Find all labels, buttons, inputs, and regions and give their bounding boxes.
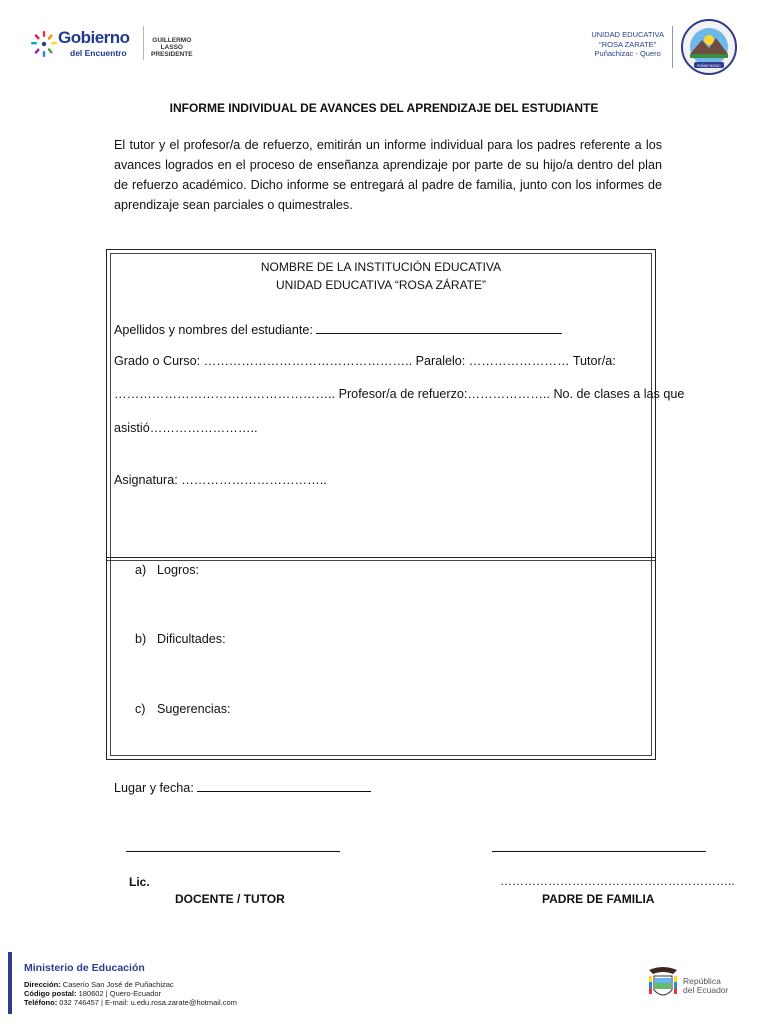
document-title: INFORME INDIVIDUAL DE AVANCES DEL APRENDIZAJE DEL ESTUDIANTE — [169, 101, 599, 115]
republica-line-1: República — [683, 976, 721, 986]
footer-postal-value: 180602 | Quero-Ecuador — [78, 989, 162, 998]
parent-name-dots[interactable]: ………………………………………………….. — [500, 874, 735, 888]
footer-address — [24, 980, 174, 989]
section-label: Sugerencias: — [157, 702, 231, 716]
gobierno-title: Gobierno — [58, 28, 130, 47]
parent-signature-line[interactable] — [492, 851, 706, 852]
form-box-divider — [107, 557, 655, 558]
footer-phone-value: 032 746457 | E-mail: u.edu.rosa.zarate@hotmail.com — [59, 998, 237, 1007]
teacher-prefix: Lic. — [129, 875, 150, 889]
footer-postal-label: Código postal: — [24, 989, 77, 998]
school-line-1: UNIDAD EDUCATIVA — [591, 30, 664, 39]
intro-paragraph: El tutor y el profesor/a de refuerzo, emitirán un informe individual para los padres referente a los avances logrados en el proceso de enseñanza aprendizaje por parte de su hijo/a dentro del plan de refuerzo académico. Dicho informe se entregará al padre de familia, junto con los informes de aprendizaje sean parciales o quimestrales. — [114, 138, 662, 212]
place-date-field[interactable] — [114, 779, 371, 795]
footer-address-label: Dirección: — [24, 980, 61, 989]
section-dificultades[interactable] — [135, 632, 226, 646]
place-date-label: Lugar y fecha: — [114, 781, 194, 795]
grade-line[interactable]: Grado o Curso: ………………………………………….. Paralelo: …………………… Tutor/a: — [114, 354, 616, 368]
parent-title: PADRE DE FAMILIA — [542, 892, 655, 906]
school-divider — [672, 26, 673, 68]
place-date-blank[interactable] — [197, 779, 371, 792]
institution-label: NOMBRE DE LA INSTITUCIÓN EDUCATIVA — [260, 260, 502, 274]
student-name-blank[interactable] — [316, 321, 562, 334]
section-sugerencias[interactable] — [135, 702, 231, 716]
footer-postal — [24, 989, 161, 998]
attended-line[interactable]: asistió…………………….. — [114, 421, 258, 435]
footer-phone — [24, 998, 237, 1007]
gobierno-subtitle: del Encuentro — [70, 48, 127, 58]
republica-ecuador-logo — [645, 964, 740, 1004]
teacher-line[interactable]: …………………………………………….. Profesor/a de refuerzo:……………….. No. de clases a las que — [114, 387, 685, 401]
subject-line[interactable]: Asignatura: …………………………….. — [114, 473, 327, 487]
crest-town-text: PUÑACHIZAC — [697, 63, 721, 68]
student-name-label: Apellidos y nombres del estudiante: — [114, 323, 313, 337]
teacher-signature-line[interactable] — [126, 851, 340, 852]
student-name-field[interactable] — [114, 321, 562, 337]
section-logros[interactable] — [135, 563, 199, 577]
footer-ministry: Ministerio de Educación — [24, 962, 145, 974]
president-label — [151, 37, 193, 58]
republica-line-2: del Ecuador — [683, 985, 729, 995]
school-line-2: "ROSA ZARATE" — [599, 39, 657, 49]
republica-text — [683, 977, 728, 995]
footer-phone-label: Teléfono: — [24, 998, 58, 1007]
section-label: Logros: — [157, 563, 200, 577]
president-name: GUILLERMO LASSO — [152, 37, 192, 51]
logo-divider — [143, 26, 144, 60]
gobierno-logo — [30, 26, 193, 66]
footer-address-value: Caserío San José de Puñachizac — [62, 980, 174, 989]
gobierno-sunburst-icon — [30, 28, 58, 58]
ecuador-coat-of-arms-icon — [645, 964, 681, 1004]
section-letter: c) — [135, 702, 146, 716]
teacher-title: DOCENTE / TUTOR — [175, 892, 285, 906]
section-letter: b) — [135, 632, 147, 646]
school-name-block — [591, 30, 664, 59]
president-title: PRESIDENTE — [151, 51, 193, 58]
footer-accent-bar — [8, 952, 12, 1014]
form-box-divider-inner — [107, 560, 655, 561]
section-letter: a) — [135, 563, 147, 577]
school-crest-icon — [680, 18, 738, 76]
institution-name: UNIDAD EDUCATIVA “ROSA ZÁRATE” — [275, 278, 487, 292]
school-line-3: Puñachizac - Quero — [594, 49, 661, 58]
section-label: Dificultades: — [157, 632, 226, 646]
